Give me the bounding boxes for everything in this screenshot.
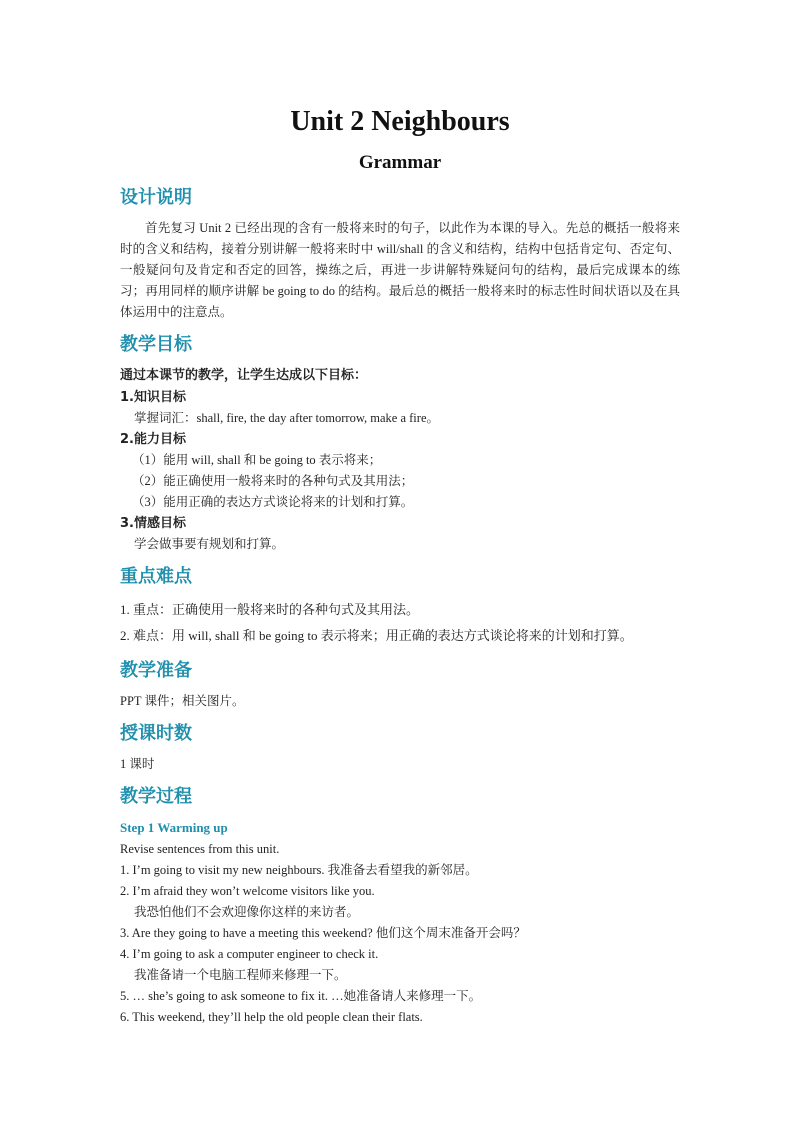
knowledge-goal-text: 掌握词汇：shall, fire, the day after tomorrow, make a fire。 <box>134 411 439 425</box>
section-heading-keypoints: 重点难点 <box>120 566 192 587</box>
section-heading-goals: 教学目标 <box>120 334 192 355</box>
sentence-item: 6. This weekend, they’ll help the old people clean their flats. <box>120 1010 423 1024</box>
sentence-item: 3. Are they going to have a meeting this weekend? 他们这个周末准备开会吗？ <box>120 926 526 940</box>
step1-title: Step 1 Warming up <box>120 820 228 835</box>
sentence-item: 1. I’m going to visit my new neighbours. 我准备去看望我的新邻居。 <box>120 863 478 877</box>
ability-goal-title: 2.能力目标 <box>120 432 186 447</box>
ability-goal-item: （2）能正确使用一般将来时的各种句式及其用法； <box>132 474 414 488</box>
section-heading-hours: 授课时数 <box>120 723 192 744</box>
ability-goal-item: （3）能用正确的表达方式谈论将来的计划和打算。 <box>132 495 414 509</box>
keypoint-item: 2. 难点：用 will, shall 和 be going to 表示将来；用正确的表达方式谈论将来的计划和打算。 <box>120 628 633 643</box>
section-heading-prep: 教学准备 <box>120 660 192 681</box>
prep-text: PPT 课件；相关图片。 <box>120 694 245 708</box>
ability-goal-item: （1）能用 will, shall 和 be going to 表示将来； <box>132 453 382 467</box>
document-title: Unit 2 Neighbours <box>290 106 510 137</box>
design-paragraph: 首先复习 Unit 2 已经出现的含有一般将来时的句子，以此作为本课的导入。先总的概括一般将来时的含义和结构，接着分别讲解一般将来时中 will/shall 的含义和结构，结构中包括肯定句、否定句、一般疑问句及肯定和否定的回答，操练之后，再进一步讲解特殊疑问句的结构，最后完成课本的练习；再用同样的顺序讲解 be going to do 的结构。最后总的概括一般将来时的标志性时间状语以及在具体运用中的注意点。 <box>120 221 680 319</box>
page-content <box>120 96 680 1028</box>
emotion-goal-title: 3.情感目标 <box>120 516 186 531</box>
keypoint-item: 1. 重点：正确使用一般将来时的各种句式及其用法。 <box>120 602 420 617</box>
goals-lead: 通过本课节的教学，让学生达成以下目标： <box>120 368 368 383</box>
sentence-item: 2. I’m afraid they won’t welcome visitors like you. <box>120 884 375 898</box>
sentence-translation: 我恐怕他们不会欢迎像你这样的来访者。 <box>134 905 360 919</box>
document-subtitle: Grammar <box>358 152 442 173</box>
section-heading-design: 设计说明 <box>120 187 192 208</box>
hours-text: 1 课时 <box>120 757 155 771</box>
section-heading-process: 教学过程 <box>120 786 192 807</box>
emotion-goal-text: 学会做事要有规划和打算。 <box>134 537 285 551</box>
sentence-item: 5. … she’s going to ask someone to fix it. …她准备请人来修理一下。 <box>120 989 482 1003</box>
knowledge-goal-title: 1.知识目标 <box>120 390 186 405</box>
sentence-item: 4. I’m going to ask a computer engineer to check it. <box>120 947 379 961</box>
step1-intro: Revise sentences from this unit. <box>120 842 280 856</box>
sentence-translation: 我准备请一个电脑工程师来修理一下。 <box>134 968 347 982</box>
